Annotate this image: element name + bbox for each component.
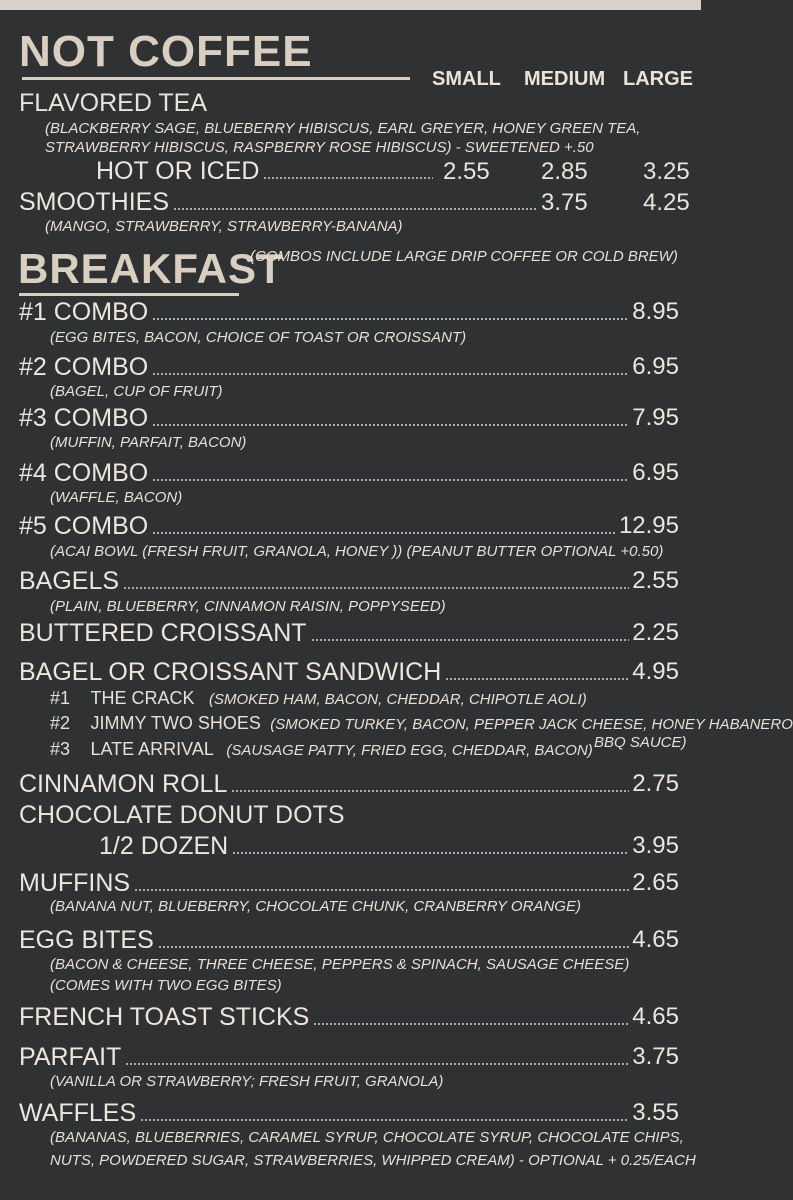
hot-or-iced-label: HOT OR ICED [96,157,260,185]
dot-leader [125,1062,629,1066]
item-desc: (BANANA NUT, BLUEBERRY, CHOCOLATE CHUNK, CRANBERRY ORANGE) [50,898,581,915]
menu-item-cinnamon-roll [19,770,679,798]
dot-leader [173,207,536,211]
dot-leader [263,176,433,180]
menu-item-buttered-croissant [19,619,679,647]
menu-item-parfait [19,1043,679,1071]
item-name: CINNAMON ROLL [19,770,228,798]
item-desc: (WAFFLE, BACON) [50,489,183,506]
smoothies-price-medium: 3.75 [541,189,588,216]
sandwich-name: LATE ARRIVAL [90,739,214,759]
item-price: 7.95 [632,404,679,431]
item-desc: (BANANAS, BLUEBERRIES, CARAMEL SYRUP, CHOCOLATE SYRUP, CHOCOLATE CHIPS, [50,1129,684,1146]
item-desc: (VANILLA OR STRAWBERRY; FRESH FRUIT, GRANOLA) [50,1073,444,1090]
item-price: 6.95 [632,353,679,380]
tea-price-medium: 2.85 [541,158,588,185]
size-column-small: SMALL [432,68,501,90]
item-price: 2.55 [632,567,679,594]
sandwich-desc: (SAUSAGE PATTY, FRIED EGG, CHEDDAR, BACON) [226,742,593,759]
item-name: #5 COMBO [19,512,149,540]
sandwich-number: #2 [50,713,71,733]
item-name: #4 COMBO [19,459,149,487]
item-price: 8.95 [632,298,679,325]
flavored-tea-desc-line1: (BLACKBERRY SAGE, BLUEBERRY HIBISCUS, EARL GREYER, HONEY GREEN TEA, [45,120,641,137]
item-price: 4.65 [632,926,679,953]
menu-item-combo-1 [19,298,679,326]
menu-item-combo-3 [19,404,679,432]
item-name: BAGEL OR CROISSANT SANDWICH [19,658,442,686]
menu-item-bagel-croissant-sandwich [19,658,679,686]
item-price: 4.65 [632,1003,679,1030]
menu-item-muffins [19,869,679,897]
item-name: MUFFINS [19,869,131,897]
breakfast-underline [19,293,239,296]
smoothies-name: SMOOTHIES [19,188,170,216]
hot-or-iced-row [96,157,436,185]
dot-leader [311,638,630,642]
item-name: WAFFLES [19,1099,137,1127]
item-price: 3.95 [632,832,679,859]
item-name: EGG BITES [19,926,154,954]
breakfast-note: (COMBOS INCLUDE LARGE DRIP COFFEE OR COLD BREW) [250,248,678,265]
item-desc: (PLAIN, BLUEBERRY, CINNAMON RAISIN, POPPYSEED) [50,598,446,615]
item-desc: (MUFFIN, PARFAIT, BACON) [50,434,247,451]
item-price: 3.75 [632,1043,679,1070]
item-price: 2.25 [632,619,679,646]
dot-leader [152,478,629,482]
item-desc: (EGG BITES, BACON, CHOICE OF TOAST OR CROISSANT) [50,329,467,346]
sandwich-number: #3 [50,739,71,759]
dot-leader [445,677,629,681]
flavored-tea-name: FLAVORED TEA [19,89,208,117]
smoothies-row [19,188,539,216]
item-price: 2.65 [632,869,679,896]
sandwich-option-2 [50,713,793,734]
dot-leader [152,372,629,376]
item-desc: (BACON & CHEESE, THREE CHEESE, PEPPERS & SPINACH, SAUSAGE CHEESE) [50,956,630,973]
menu-item-combo-2 [19,353,679,381]
dot-leader [232,851,629,855]
menu-item-chocolate-donut-dots: CHOCOLATE DONUT DOTS [19,801,345,829]
dot-leader [313,1022,629,1026]
sandwich-name: THE CRACK [90,688,195,708]
item-name: #1 COMBO [19,298,149,326]
not-coffee-underline [22,77,410,80]
size-column-medium: MEDIUM [524,68,606,90]
dot-leader [152,531,616,535]
menu-item-half-dozen [99,832,679,860]
sandwich-desc: (SMOKED HAM, BACON, CHEDDAR, CHIPOTLE AOLI) [208,691,587,708]
sandwich-desc: (SMOKED TURKEY, BACON, PEPPER JACK CHEESE, HONEY HABANERO [270,716,793,733]
flavored-tea-desc-line2: STRAWBERRY HIBISCUS, RASPBERRY ROSE HIBISCUS) - SWEETENED +.50 [45,139,594,156]
sandwich-option-1 [50,688,587,709]
item-desc-line2: NUTS, POWDERED SUGAR, STRAWBERRIES, WHIPPED CREAM) - OPTIONAL + 0.25/EACH [50,1152,696,1169]
tea-price-large: 3.25 [643,158,690,185]
item-price: 4.95 [632,658,679,685]
item-desc-line2: (COMES WITH TWO EGG BITES) [50,977,282,994]
dot-leader [231,789,629,793]
menu-item-combo-4 [19,459,679,487]
menu-item-egg-bites [19,926,679,954]
dot-leader [134,888,629,892]
menu-item-bagels [19,567,679,595]
item-name: PARFAIT [19,1043,122,1071]
size-column-large: LARGE [623,68,693,90]
item-name: 1/2 DOZEN [99,832,229,860]
not-coffee-title: NOT COFFEE [19,27,313,76]
menu-item-french-toast-sticks [19,1003,679,1031]
menu-item-combo-5 [19,512,679,540]
item-price: 3.55 [632,1099,679,1126]
item-name: BAGELS [19,567,120,595]
dot-leader [158,945,630,949]
item-name: FRENCH TOAST STICKS [19,1003,310,1031]
smoothies-desc: (MANGO, STRAWBERRY, STRAWBERRY-BANANA) [45,218,403,235]
sandwich-desc-continued: BBQ SAUCE) [594,734,687,751]
item-desc: (BAGEL, CUP OF FRUIT) [50,383,223,400]
sandwich-number: #1 [50,688,71,708]
item-price: 12.95 [618,512,679,539]
item-name: #2 COMBO [19,353,149,381]
dot-leader [152,317,629,321]
item-price: 6.95 [632,459,679,486]
breakfast-title: BREAKFAST [18,245,284,292]
top-frame-border [0,0,701,10]
sandwich-name: JIMMY TWO SHOES [90,713,261,733]
menu-item-waffles [19,1099,679,1127]
dot-leader [152,423,629,427]
item-price: 2.75 [632,770,679,797]
item-name: BUTTERED CROISSANT [19,619,307,647]
dot-leader [140,1118,629,1122]
smoothies-price-large: 4.25 [643,189,690,216]
sandwich-option-3 [50,739,593,760]
item-name: #3 COMBO [19,404,149,432]
item-desc: (ACAI BOWL (FRESH FRUIT, GRANOLA, HONEY )) (PEANUT BUTTER OPTIONAL +0.50) [50,543,664,560]
tea-price-small: 2.55 [443,158,490,185]
dot-leader [123,586,629,590]
